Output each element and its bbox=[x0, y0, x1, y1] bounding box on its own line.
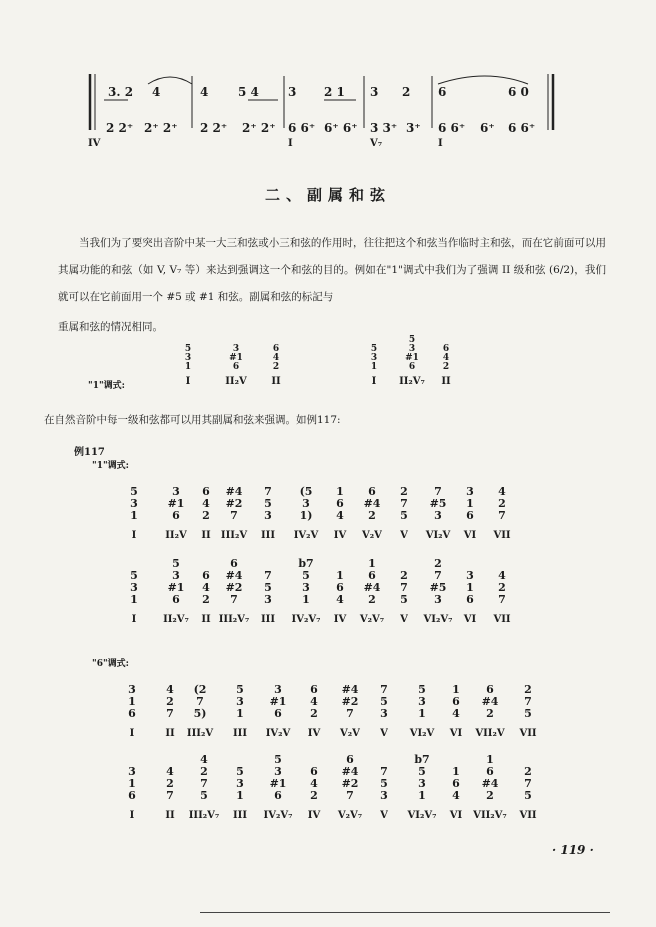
score-note: 3. 2 bbox=[108, 85, 134, 99]
chord-stack: 5 3 1 bbox=[184, 344, 192, 372]
score-note: 3 bbox=[288, 85, 297, 99]
score-note: 2 1 bbox=[324, 85, 345, 99]
chord-label: VI₂V bbox=[425, 530, 451, 541]
chord-stack: 6 #4 #2 7 bbox=[341, 753, 359, 802]
chord-stack: 4 2 7 5 bbox=[200, 753, 208, 802]
score-note: 4 bbox=[152, 85, 161, 99]
chord-stack: 7 5 3 bbox=[264, 485, 272, 522]
chord-stack: 2 7 5 bbox=[524, 765, 532, 802]
chord-stack: 3 1 6 bbox=[128, 683, 136, 720]
chord-stack: 3 #1 6 bbox=[229, 344, 243, 372]
chord-label: I bbox=[129, 728, 135, 739]
chord-stack: #4 #2 7 bbox=[341, 683, 359, 720]
chord-label: IV bbox=[307, 728, 321, 739]
chord-stack: 3 1 6 bbox=[128, 765, 136, 802]
score-note: 2 2⁺ bbox=[106, 121, 134, 135]
chord-stack: 3 #1 6 bbox=[167, 485, 185, 522]
chord-stack: 5 3 1 bbox=[370, 344, 378, 372]
chord-stack: 1 6 #4 2 bbox=[363, 557, 381, 606]
chord-label: IV bbox=[307, 810, 321, 821]
chord-stack: 6 4 2 bbox=[310, 683, 318, 720]
chord-stack: 4 2 7 bbox=[166, 765, 174, 802]
score-note: 5 4 bbox=[238, 85, 259, 99]
score-note: 3⁺ bbox=[406, 121, 421, 135]
chord-stack: b7 5 3 1 bbox=[298, 557, 314, 606]
score-note: 6 6⁺ bbox=[438, 121, 466, 135]
chord-stack: 5 3 #1 6 bbox=[167, 557, 185, 606]
key-label-1: "1"调式: bbox=[92, 461, 129, 471]
chord-stack: #4 #2 7 bbox=[225, 485, 243, 522]
chord-label: III bbox=[260, 530, 276, 541]
chord-stack: 1 6 4 bbox=[452, 765, 460, 802]
chord-label: II bbox=[201, 530, 211, 541]
chord-stack: 1 6 4 bbox=[336, 485, 344, 522]
chord-label: VII bbox=[493, 614, 511, 625]
chord-stack: 5 3 #1 6 bbox=[269, 753, 287, 802]
chord-label: V bbox=[400, 530, 408, 541]
chord-label: VII bbox=[519, 728, 537, 739]
chord-stack: 2 7 5 bbox=[400, 485, 408, 522]
chord-label: VI₂V bbox=[409, 728, 435, 739]
score-note: 3 bbox=[370, 85, 379, 99]
chord-label: V bbox=[400, 614, 408, 625]
chord-label: I bbox=[185, 376, 191, 387]
chord-label: II bbox=[165, 728, 175, 739]
chord-label: V₂V₇ bbox=[359, 614, 385, 625]
chord-stack: 6 4 2 bbox=[310, 765, 318, 802]
chord-label: VI bbox=[463, 530, 477, 541]
chord-label: II bbox=[201, 614, 211, 625]
chord-label: II₂V bbox=[165, 530, 187, 541]
chord-stack: 6 4 2 bbox=[272, 344, 280, 372]
chord-stack: 3 #1 6 bbox=[269, 683, 287, 720]
chord-stack: 4 2 7 bbox=[498, 569, 506, 606]
chord-label: V₂V₇ bbox=[337, 810, 363, 821]
score-roman: I bbox=[288, 138, 293, 149]
chord-stack: 6 4 2 bbox=[202, 569, 210, 606]
score-note: 6 6⁺ bbox=[288, 121, 316, 135]
paragraph-2: 在自然音阶中每一级和弦都可以用其副属和弦来强调。如例117: bbox=[44, 414, 341, 426]
chord-label: II₂V₇ bbox=[399, 376, 425, 387]
score-lines bbox=[88, 70, 558, 150]
chord-stack: 7 5 3 bbox=[264, 569, 272, 606]
chord-stack: 3 1 6 bbox=[466, 485, 474, 522]
chord-stack: 6 #4 2 bbox=[481, 683, 499, 720]
chord-label: VII₂V bbox=[475, 728, 505, 739]
chord-stack: 2 7 5 bbox=[400, 569, 408, 606]
score-note: 2 bbox=[402, 85, 411, 99]
score-note: 6 0 bbox=[508, 85, 529, 99]
chord-stack: b7 5 3 1 bbox=[414, 753, 430, 802]
score-note: 3 3⁺ bbox=[370, 121, 398, 135]
chord-stack: (2 7 5) bbox=[193, 683, 207, 720]
chord-label: III bbox=[232, 728, 248, 739]
chord-stack: 7 5 3 bbox=[380, 683, 388, 720]
chord-label: III bbox=[232, 810, 248, 821]
score-note: 6 bbox=[438, 85, 447, 99]
chord-label: IV₂V₇ bbox=[291, 614, 321, 625]
example-title: 例117 bbox=[74, 447, 105, 458]
chord-stack: 2 7 #5 3 bbox=[429, 557, 447, 606]
chord-stack: 6 #4 2 bbox=[363, 485, 381, 522]
chord-label: VI bbox=[463, 614, 477, 625]
chord-stack: 1 6 #4 2 bbox=[481, 753, 499, 802]
chord-stack: 6 4 2 bbox=[202, 485, 210, 522]
chord-stack: 5 3 1 bbox=[236, 683, 244, 720]
chord-stack: 5 3 1 bbox=[236, 765, 244, 802]
score-note: 2⁺ 2⁺ bbox=[144, 121, 178, 135]
chord-label: VII bbox=[519, 810, 537, 821]
chord-label: V bbox=[380, 810, 388, 821]
section-title: 二、副属和弦 bbox=[264, 186, 391, 204]
chord-stack: 6 #4 #2 7 bbox=[225, 557, 243, 606]
chord-stack: 6 4 2 bbox=[442, 344, 450, 372]
chord-label: III₂V bbox=[186, 728, 214, 739]
chord-stack: (5 3 1) bbox=[299, 485, 313, 522]
chord-label: II bbox=[165, 810, 175, 821]
chord-label: VII bbox=[493, 530, 511, 541]
chord-label: II bbox=[271, 376, 281, 387]
page-number: · 119 · bbox=[552, 843, 594, 857]
chord-label: VI₂V₇ bbox=[407, 810, 437, 821]
chord-label: VII₂V₇ bbox=[473, 810, 507, 821]
chord-stack: 2 7 5 bbox=[524, 683, 532, 720]
score-note: 2⁺ 2⁺ bbox=[242, 121, 276, 135]
paragraph-1: 当我们为了要突出音阶中某一大三和弦或小三和弦的作用时，往往把这个和弦当作临时主和弦，而在它前面可以用其属功能的和弦（如 V, V₇ 等）来达到强调这一个和弦的目的。例如在"1"调式中我们为了强调 II 级和弦 (6/2)，我们就可以在它前面用一个 #5 或 #1 和弦。副属和弦的标記与 bbox=[58, 237, 606, 303]
chord-label: III bbox=[260, 614, 276, 625]
score-roman: IV bbox=[88, 138, 101, 149]
chord-stack: 1 6 4 bbox=[452, 683, 460, 720]
score-roman: I bbox=[438, 138, 443, 149]
score-note: 6⁺ bbox=[480, 121, 495, 135]
score-excerpt bbox=[88, 70, 558, 150]
chord-label: I bbox=[131, 530, 137, 541]
paragraph-1-end: 重属和弦的情况相同。 bbox=[58, 321, 163, 333]
score-note: 6⁺ 6⁺ bbox=[324, 121, 358, 135]
chord-stack: 5 3 #1 6 bbox=[405, 335, 419, 372]
chord-stack: 5 3 1 bbox=[130, 485, 138, 522]
chord-stack: 1 6 4 bbox=[336, 569, 344, 606]
chord-stack: 3 1 6 bbox=[466, 569, 474, 606]
chord-label: IV₂V₇ bbox=[263, 810, 293, 821]
score-note: 6 6⁺ bbox=[508, 121, 536, 135]
chord-label: IV₂V bbox=[265, 728, 291, 739]
key-label-6: "6"调式: bbox=[92, 659, 129, 669]
chord-label: IV bbox=[333, 530, 347, 541]
chord-stack: 5 3 1 bbox=[418, 683, 426, 720]
chord-stack: 7 #5 3 bbox=[429, 485, 447, 522]
chord-stack: 4 2 7 bbox=[498, 485, 506, 522]
chord-label: II₂V bbox=[225, 376, 247, 387]
chord-label: III₂V₇ bbox=[218, 614, 250, 625]
chord-label: III₂V bbox=[220, 530, 248, 541]
score-note: 2 2⁺ bbox=[200, 121, 228, 135]
score-roman: V₇ bbox=[370, 138, 383, 149]
chord-label: I bbox=[129, 810, 135, 821]
chord-label: I bbox=[371, 376, 377, 387]
chord-label: IV₂V bbox=[293, 530, 319, 541]
chord-label: V₂V bbox=[362, 530, 382, 541]
chord-label: VI₂V₇ bbox=[423, 614, 453, 625]
footer-rule bbox=[200, 912, 610, 913]
chord-label: II bbox=[441, 376, 451, 387]
score-note: 4 bbox=[200, 85, 209, 99]
chord-label: II₂V₇ bbox=[163, 614, 189, 625]
chord-stack: 5 3 1 bbox=[130, 569, 138, 606]
key-label: "1"调式: bbox=[88, 381, 125, 391]
chord-label: V₂V bbox=[340, 728, 360, 739]
chord-stack: 7 5 3 bbox=[380, 765, 388, 802]
chord-stack: 4 2 7 bbox=[166, 683, 174, 720]
chord-label: IV bbox=[333, 614, 347, 625]
chord-label: VI bbox=[449, 810, 463, 821]
chord-label: V bbox=[380, 728, 388, 739]
chord-label: I bbox=[131, 614, 137, 625]
chord-label: VI bbox=[449, 728, 463, 739]
chord-label: III₂V₇ bbox=[188, 810, 220, 821]
